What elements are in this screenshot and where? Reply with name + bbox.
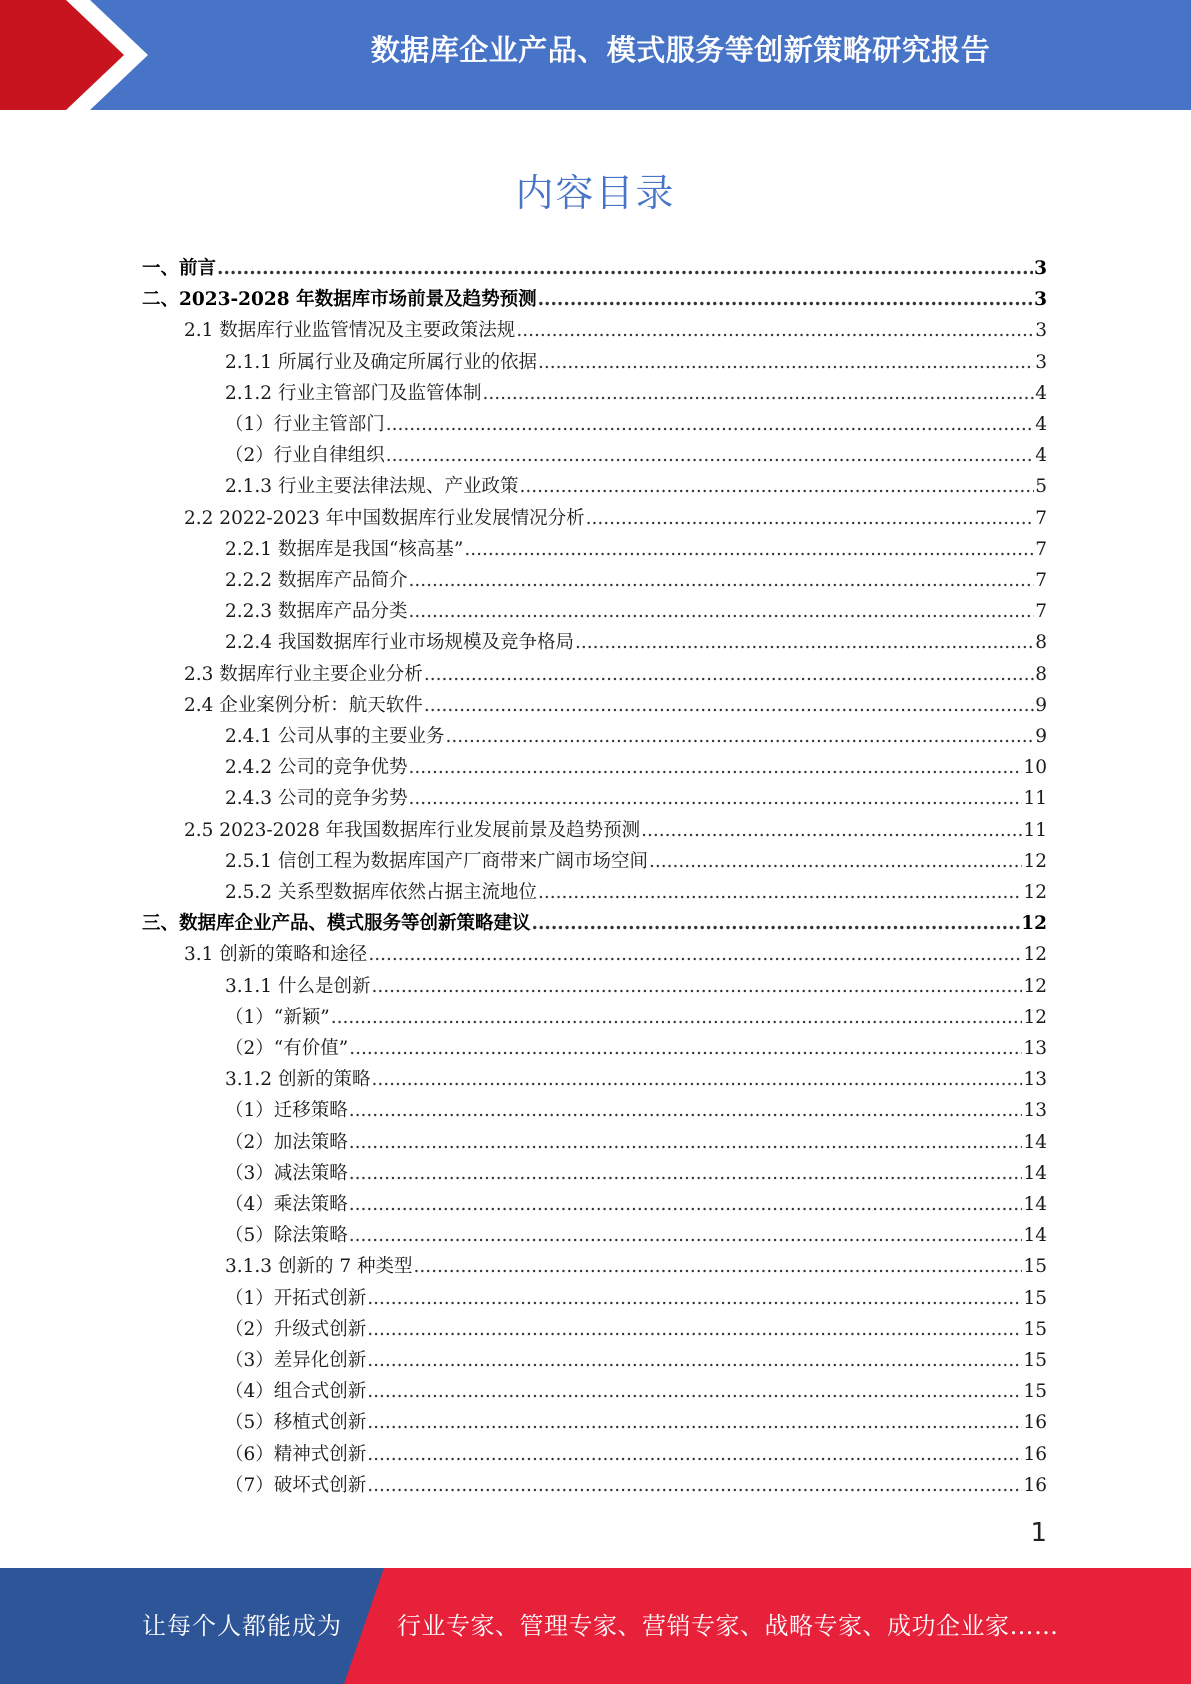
toc-entry-label: 2.1 数据库行业监管情况及主要政策法规 (184, 320, 516, 342)
toc-entry[interactable] (225, 1189, 1047, 1220)
toc-entry-page: 11 (1023, 788, 1047, 810)
toc-entry-page: 3 (1034, 289, 1047, 311)
toc-dot-leader (217, 253, 1033, 284)
toc-entry-label: 2.5.2 关系型数据库依然占据主流地位 (225, 882, 537, 903)
toc-dot-leader (482, 378, 1034, 409)
toc-dot-leader (367, 1314, 1022, 1345)
toc-entry[interactable] (225, 1470, 1047, 1501)
toc-entry[interactable] (184, 939, 1047, 970)
toc-entry-page: 15 (1023, 1256, 1047, 1278)
toc-entry-page: 15 (1023, 1350, 1047, 1371)
toc-entry[interactable] (225, 627, 1047, 658)
toc-dot-leader (349, 1127, 1023, 1158)
toc-dot-leader (414, 1251, 1023, 1282)
toc-entry-page: 10 (1023, 757, 1047, 779)
toc-entry-label: （2）行业自律组织 (225, 445, 385, 467)
toc-entry-page: 9 (1035, 726, 1047, 747)
toc-entry-label: 一、前言 (142, 258, 217, 279)
toc-entry[interactable] (225, 596, 1047, 627)
toc-entry-page: 15 (1023, 1318, 1047, 1340)
toc-dot-leader (367, 1407, 1022, 1438)
toc-entry-page: 11 (1023, 819, 1047, 841)
toc-entry-label: 3.1.1 什么是创新 (225, 975, 371, 997)
toc-dot-leader (349, 1158, 1023, 1189)
toc-entry[interactable] (225, 1033, 1047, 1064)
toc-entry-page: 7 (1035, 538, 1047, 560)
toc-entry-label: 3.1.2 创新的策略 (225, 1069, 371, 1091)
toc-entry-label: （3）差异化创新 (225, 1350, 367, 1371)
toc-entry-page: 13 (1023, 1038, 1047, 1059)
toc-entry-page: 9 (1035, 694, 1047, 716)
toc-entry[interactable] (184, 815, 1047, 846)
toc-entry[interactable] (184, 503, 1047, 534)
toc-dot-leader (408, 596, 1034, 627)
toc-entry-page: 14 (1023, 1131, 1047, 1153)
toc-dot-leader (331, 1002, 1023, 1033)
toc-dot-leader (371, 1064, 1022, 1095)
toc-entry[interactable] (225, 1439, 1047, 1470)
toc-entry-label: 2.5 2023-2028 年我国数据库行业发展前景及趋势预测 (184, 819, 641, 841)
toc-entry[interactable] (225, 1314, 1047, 1345)
toc-entry-label: 2.2.2 数据库产品简介 (225, 570, 408, 591)
toc-dot-leader (349, 1220, 1023, 1251)
toc-entry-page: 12 (1023, 850, 1047, 872)
toc-entry[interactable] (225, 565, 1047, 596)
toc-entry-label: 2.4 企业案例分析：航天软件 (184, 694, 423, 716)
toc-entry-page: 7 (1035, 570, 1047, 591)
toc-entry-label: （1）行业主管部门 (225, 414, 385, 435)
toc-entry-page: 7 (1035, 507, 1047, 529)
toc-entry-page: 14 (1023, 1225, 1047, 1247)
header-title: 数据库企业产品、模式服务等创新策略研究报告 (370, 33, 991, 67)
toc-entry-page: 4 (1035, 382, 1047, 404)
toc-entry[interactable] (225, 877, 1047, 908)
toc-dot-leader (538, 877, 1022, 908)
toc-dot-leader (349, 1033, 1022, 1064)
toc-dot-leader (386, 440, 1034, 471)
toc-entry-label: （3）减法策略 (225, 1162, 348, 1184)
toc-entry-label: 2.1.2 行业主管部门及监管体制 (225, 382, 482, 404)
toc-dot-leader (367, 1345, 1022, 1376)
toc-dot-leader (368, 939, 1022, 970)
toc-entry-page: 15 (1023, 1381, 1047, 1403)
toc-entry[interactable] (225, 752, 1047, 783)
toc-dot-leader (371, 971, 1022, 1002)
toc-entry-page: 12 (1021, 913, 1047, 935)
toc-entry[interactable] (225, 347, 1047, 378)
toc-entry-page: 3 (1034, 258, 1047, 279)
toc-entry[interactable] (184, 690, 1047, 721)
toc-entry-page: 4 (1035, 445, 1047, 467)
toc-dot-leader (386, 409, 1034, 440)
toc-dot-leader (408, 565, 1034, 596)
toc-entry-label: （5）移植式创新 (225, 1412, 367, 1434)
toc-entry-page: 12 (1023, 882, 1047, 903)
toc-entry[interactable] (225, 1158, 1047, 1189)
toc-dot-leader (532, 908, 1021, 939)
toc-dot-leader (408, 752, 1022, 783)
toc-entry-label: （1）迁移策略 (225, 1100, 348, 1122)
toc-entry[interactable] (142, 908, 1047, 939)
toc-entry-page: 12 (1023, 975, 1047, 997)
toc-entry[interactable] (225, 534, 1047, 565)
toc-dot-leader (349, 1189, 1023, 1220)
toc-entry[interactable] (225, 721, 1047, 752)
toc-entry[interactable] (225, 1376, 1047, 1407)
toc-entry-label: 2.4.2 公司的竞争优势 (225, 757, 408, 779)
toc-entry-label: （1）开拓式创新 (225, 1287, 367, 1309)
toc-entry[interactable] (225, 1127, 1047, 1158)
toc-dot-leader (367, 1470, 1022, 1501)
toc-entry-page: 12 (1023, 944, 1047, 966)
toc-entry[interactable] (225, 971, 1047, 1002)
toc-entry[interactable] (225, 440, 1047, 471)
toc-entry-label: （2）升级式创新 (225, 1318, 367, 1340)
toc-entry-page: 16 (1023, 1412, 1047, 1434)
toc-entry[interactable] (225, 1002, 1047, 1033)
toc-heading: 内容目录 (515, 171, 676, 215)
toc-dot-leader (538, 347, 1034, 378)
toc-entry-label: 三、数据库企业产品、模式服务等创新策略建议 (142, 913, 531, 935)
toc-entry-page: 5 (1035, 476, 1047, 498)
toc-entry-page: 13 (1023, 1100, 1047, 1122)
toc-entry-page: 8 (1035, 663, 1047, 685)
toc-dot-leader (445, 721, 1034, 752)
toc-entry[interactable] (225, 1345, 1047, 1376)
toc-dot-leader (464, 534, 1034, 565)
toc-entry-page: 7 (1035, 601, 1047, 623)
toc-entry-label: （7）破坏式创新 (225, 1474, 367, 1496)
toc-entry[interactable] (225, 1251, 1047, 1282)
page-footer (0, 1568, 1191, 1684)
toc-entry-label: 2.2.1 数据库是我国“核高基” (225, 538, 464, 560)
toc-entry-page: 12 (1023, 1006, 1047, 1028)
toc-entry-page: 4 (1035, 414, 1047, 435)
toc-entry[interactable] (225, 846, 1047, 877)
toc-dot-leader (516, 315, 1034, 346)
toc-dot-leader (424, 690, 1034, 721)
toc-dot-leader (519, 471, 1034, 502)
toc-entry-label: 2.2.4 我国数据库行业市场规模及竞争格局 (225, 632, 574, 654)
toc-dot-leader (538, 284, 1034, 315)
toc-entry-page: 16 (1023, 1474, 1047, 1496)
toc-entry-page: 3 (1035, 351, 1047, 373)
toc-entry-label: 2.4.1 公司从事的主要业务 (225, 726, 445, 747)
toc-entry-label: 2.3 数据库行业主要企业分析 (184, 663, 423, 685)
toc-entry-label: （5）除法策略 (225, 1225, 348, 1247)
toc-dot-leader (349, 1095, 1023, 1126)
toc-entry-label: 2.5.1 信创工程为数据库国产厂商带来广阔市场空间 (225, 850, 648, 872)
toc-entry[interactable] (184, 659, 1047, 690)
toc-entry-label: 3.1.3 创新的 7 种类型 (225, 1256, 413, 1278)
toc-entry-label: 2.1.1 所属行业及确定所属行业的依据 (225, 351, 537, 373)
toc-entry-page: 13 (1023, 1069, 1047, 1091)
header-arrow-graphic (0, 0, 180, 110)
toc-entry-page: 14 (1023, 1162, 1047, 1184)
toc-entry[interactable] (184, 315, 1047, 346)
toc-dot-leader (408, 783, 1022, 814)
toc-entry-page: 16 (1023, 1443, 1047, 1465)
toc-entry[interactable] (225, 378, 1047, 409)
toc-entry-label: （4）组合式创新 (225, 1381, 367, 1403)
toc-entry[interactable] (225, 1283, 1047, 1314)
toc-entry-label: （6）精神式创新 (225, 1443, 367, 1465)
toc-dot-leader (367, 1439, 1022, 1470)
toc-entry-label: 2.1.3 行业主要法律法规、产业政策 (225, 476, 519, 498)
toc-entry-label: （2）加法策略 (225, 1131, 348, 1153)
footer-slogan-left: 让每个人都能成为 (142, 1612, 342, 1640)
toc-entry-page: 3 (1035, 320, 1047, 342)
toc-dot-leader (586, 503, 1035, 534)
toc-entry-page: 15 (1023, 1287, 1047, 1309)
toc-entry[interactable] (225, 1220, 1047, 1251)
toc-entry[interactable] (225, 409, 1047, 440)
toc-entry-label: 2.2.3 数据库产品分类 (225, 601, 408, 623)
toc-entry-label: 二、2023-2028 年数据库市场前景及趋势预测 (142, 289, 537, 311)
toc-dot-leader (575, 627, 1034, 658)
footer-slogan-right: 行业专家、管理专家、营销专家、战略专家、成功企业家…… (397, 1612, 1059, 1640)
toc-entry-label: 2.4.3 公司的竞争劣势 (225, 788, 408, 810)
toc-entry[interactable] (225, 1064, 1047, 1095)
toc-dot-leader (649, 846, 1022, 877)
toc-entry-page: 14 (1023, 1194, 1047, 1215)
toc-dot-leader (641, 815, 1022, 846)
toc-entry-label: （4）乘法策略 (225, 1194, 348, 1215)
toc-entry-label: 3.1 创新的策略和途径 (184, 944, 368, 966)
toc-entry[interactable] (225, 783, 1047, 814)
toc-dot-leader (367, 1376, 1022, 1407)
toc-entry[interactable] (225, 1095, 1047, 1126)
toc-dot-leader (367, 1283, 1022, 1314)
page-header (0, 0, 1191, 110)
page-number: 1 (1030, 1518, 1047, 1548)
toc-entry-page: 8 (1035, 632, 1047, 654)
toc-entry[interactable] (142, 253, 1047, 284)
toc-entry-label: （1）“新颖” (225, 1006, 330, 1028)
toc-entry-label: （2）“有价值” (225, 1038, 349, 1059)
toc-dot-leader (424, 659, 1034, 690)
toc-entry[interactable] (142, 284, 1047, 315)
toc-entry[interactable] (225, 1407, 1047, 1438)
toc-entry-label: 2.2 2022-2023 年中国数据库行业发展情况分析 (184, 507, 585, 529)
toc-entry[interactable] (225, 471, 1047, 502)
